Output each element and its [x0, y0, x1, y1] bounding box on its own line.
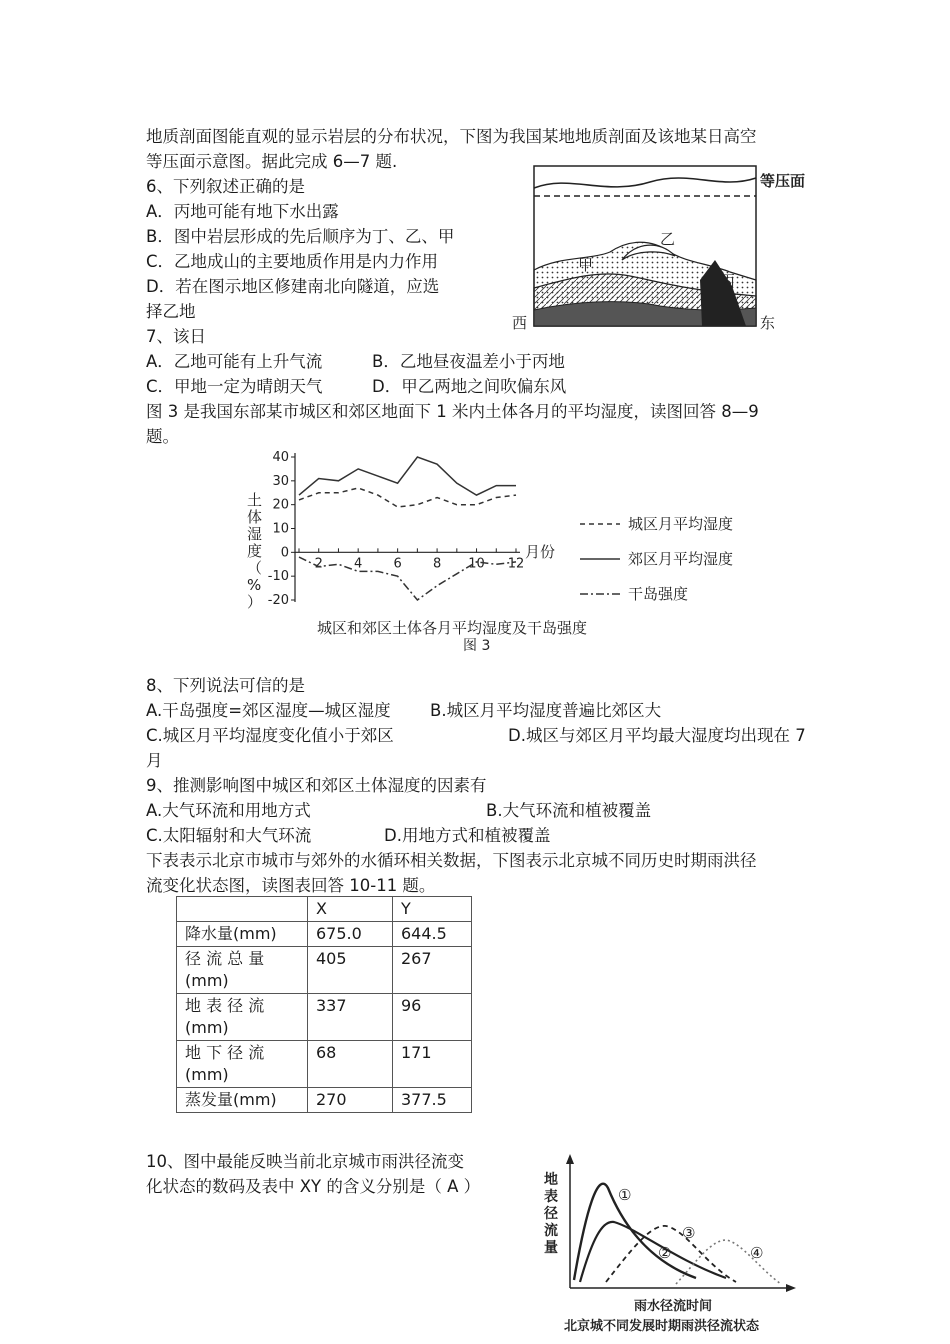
chart-legend-label: 干岛强度 — [628, 585, 689, 603]
chart-x-tick-label: 8 — [432, 556, 442, 572]
chart-y-tick-label: 40 — [272, 450, 289, 465]
table-cell: 68 — [308, 1041, 393, 1088]
q7-option-d: D．甲乙两地之间吹偏东风 — [372, 377, 567, 396]
q8-stem: 8、下列说法可信的是 — [146, 676, 305, 695]
runoff-ylabel-char: 流 — [544, 1223, 558, 1239]
table-cell: 675.0 — [308, 922, 393, 947]
chart-series-line — [299, 457, 516, 495]
table-header-cell: Y — [393, 897, 472, 922]
runoff-ylabel-char: 地 — [544, 1172, 558, 1188]
chart-y-tick-label: -20 — [267, 593, 289, 608]
chart-y-tick-label: 30 — [272, 473, 289, 489]
runoff-xlabel: 雨水径流时间 — [634, 1299, 713, 1314]
q6-stem: 6、下列叙述正确的是 — [146, 177, 305, 196]
table-row-label — [177, 947, 308, 994]
q9-stem: 9、推测影响图中城区和郊区土体湿度的因素有 — [146, 776, 487, 795]
table-row-label: 降水量(mm) — [177, 922, 308, 947]
q6-option-b: B．图中岩层形成的先后顺序为丁、乙、甲 — [146, 227, 455, 246]
q9-option-a: A.大气环流和用地方式 — [146, 801, 311, 820]
runoff-ylabel-char: 量 — [544, 1240, 558, 1256]
runoff-curve-label: ① — [618, 1186, 632, 1204]
q9-option-c: C.太阳辐射和大气环流 — [146, 826, 312, 845]
chart-legend-label: 郊区月平均湿度 — [628, 550, 734, 568]
q7-option-a: A．乙地可能有上升气流 — [146, 352, 323, 371]
chart-legend-label: 城区月平均湿度 — [628, 515, 734, 533]
table-row-label-line: 地 下 径 流 — [185, 1043, 265, 1062]
q7-stem: 7、该日 — [146, 327, 206, 346]
intro-6-7-line2: 等压面示意图。据此完成 6—7 题. — [146, 152, 398, 171]
chart-series — [299, 457, 516, 600]
chart-x-tick-label: 4 — [354, 556, 363, 572]
chart-ylabel-char: （ — [247, 559, 263, 577]
q8-option-c: C.城区月平均湿度变化值小于郊区 — [146, 726, 394, 745]
table-header-cell — [177, 897, 308, 922]
table-row — [177, 947, 472, 994]
chart-xlabel: 月份 — [525, 543, 556, 561]
intro-6-7-line1: 地质剖面图能直观的显示岩层的分布状况，下图为我国某地地质剖面及该地某日高空 — [146, 127, 757, 146]
chart-y-tick-label: 10 — [272, 521, 289, 537]
chart-x-tick-label: 2 — [314, 556, 323, 572]
q9-option-d: D.用地方式和植被覆盖 — [384, 826, 551, 845]
label-yi: 乙 — [660, 230, 676, 248]
runoff-curve-label: ② — [658, 1244, 672, 1262]
label-jia: 甲 — [578, 256, 594, 274]
chart-ylabel-char: 度 — [247, 542, 263, 560]
table-row-label-line: 径 流 总 量 — [185, 949, 265, 968]
label-isobar: 等压面 — [760, 172, 806, 190]
chart-legend — [580, 515, 733, 603]
chart-ylabel-char: 湿 — [247, 525, 263, 543]
intro-10-11-line2: 流变化状态图，读图表回答 10-11 题。 — [146, 876, 436, 895]
q7-option-c: C．甲地一定为晴朗天气 — [146, 377, 323, 396]
table-row — [177, 922, 472, 947]
chart-ylabel — [247, 491, 262, 611]
label-bing: 丙 — [720, 272, 736, 290]
table-row-label-line: (mm) — [185, 1065, 229, 1084]
runoff-figure — [536, 1150, 806, 1340]
q10-line1: 10、图中最能反映当前北京城市雨洪径流变 — [146, 1152, 464, 1171]
table-row-label: 蒸发量(mm) — [177, 1088, 308, 1113]
runoff-ylabel-char: 表 — [544, 1189, 558, 1205]
chart-ylabel-char: ） — [247, 593, 263, 611]
q8-option-d: D.城区与郊区月平均最大湿度均出现在 7 — [508, 726, 806, 745]
geo-section-figure — [510, 160, 820, 335]
intro-10-11-line1: 下表表示北京市城市与郊外的水循环相关数据，下图表示北京城不同历史时期雨洪径 — [146, 851, 757, 870]
table-cell: 96 — [393, 994, 472, 1041]
table-row-label-line: (mm) — [185, 971, 229, 990]
table-row — [177, 994, 472, 1041]
table-header-cell: X — [308, 897, 393, 922]
chart-ylabel-char: 土 — [247, 491, 263, 509]
chart-y-tick-label: 20 — [272, 497, 289, 513]
table-row — [177, 1088, 472, 1113]
runoff-curve-label: ④ — [750, 1244, 764, 1262]
q6-option-d: D．若在图示地区修建南北向隧道，应选 — [146, 277, 440, 296]
label-west: 西 — [512, 314, 528, 332]
q6-option-a: A．丙地可能有地下水出露 — [146, 202, 339, 221]
chart-ylabel-char: % — [247, 576, 262, 594]
runoff-x-arrow — [786, 1284, 796, 1292]
runoff-ylabel — [543, 1171, 558, 1256]
table-row-label-line: (mm) — [185, 1018, 229, 1037]
q6-option-c: C．乙地成山的主要地质作用是内力作用 — [146, 252, 439, 271]
q9-option-b: B.大气环流和植被覆盖 — [486, 801, 652, 820]
water-cycle-table — [176, 896, 472, 1113]
q8-option-a: A.干岛强度=郊区湿度—城区湿度 — [146, 701, 391, 720]
table-cell: 377.5 — [393, 1088, 472, 1113]
chart-title: 城区和郊区土体各月平均湿度及干岛强度 — [317, 619, 588, 637]
humidity-chart — [235, 445, 775, 657]
chart-y-tick-label: 0 — [280, 545, 289, 561]
table-cell: 644.5 — [393, 922, 472, 947]
chart-y-tick-label: -10 — [267, 569, 289, 585]
chart-ylabel-char: 体 — [247, 508, 263, 526]
q10-line2: 化状态的数码及表中 XY 的含义分别是（ A ） — [146, 1177, 481, 1196]
chart-x-tick-label: 6 — [393, 556, 402, 572]
table-cell: 270 — [308, 1088, 393, 1113]
chart-series-line — [299, 488, 516, 507]
q8-option-b: B.城区月平均湿度普遍比郊区大 — [430, 701, 662, 720]
label-east: 东 — [760, 314, 776, 332]
table-cell: 405 — [308, 947, 393, 994]
chart-x-tick-label: 10 — [468, 556, 485, 572]
chart-caption: 图 3 — [463, 638, 491, 654]
table-row-label — [177, 994, 308, 1041]
q7-option-b: B．乙地昼夜温差小于丙地 — [372, 352, 565, 371]
runoff-y-arrow — [566, 1154, 574, 1164]
table-cell: 267 — [393, 947, 472, 994]
runoff-ylabel-char: 径 — [544, 1206, 558, 1222]
chart-axes — [268, 450, 525, 608]
table-cell: 171 — [393, 1041, 472, 1088]
table-row-label-line: 地 表 径 流 — [185, 996, 265, 1015]
runoff-caption: 北京城不同发展时期雨洪径流状态 — [564, 1319, 760, 1334]
table-row — [177, 1041, 472, 1088]
chart-x-tick-label: 12 — [507, 556, 525, 572]
table-header-row — [177, 897, 472, 922]
table-cell: 337 — [308, 994, 393, 1041]
runoff-curve-label: ③ — [682, 1224, 696, 1242]
intro-8-9-line1: 图 3 是我国东部某市城区和郊区地面下 1 米内土体各月的平均湿度，读图回答 8—9 — [146, 402, 759, 421]
table-row-label — [177, 1041, 308, 1088]
q8-option-d-cont: 月 — [146, 751, 163, 770]
q6-option-d-cont: 择乙地 — [146, 302, 196, 321]
intro-8-9-line2: 题。 — [146, 427, 179, 446]
